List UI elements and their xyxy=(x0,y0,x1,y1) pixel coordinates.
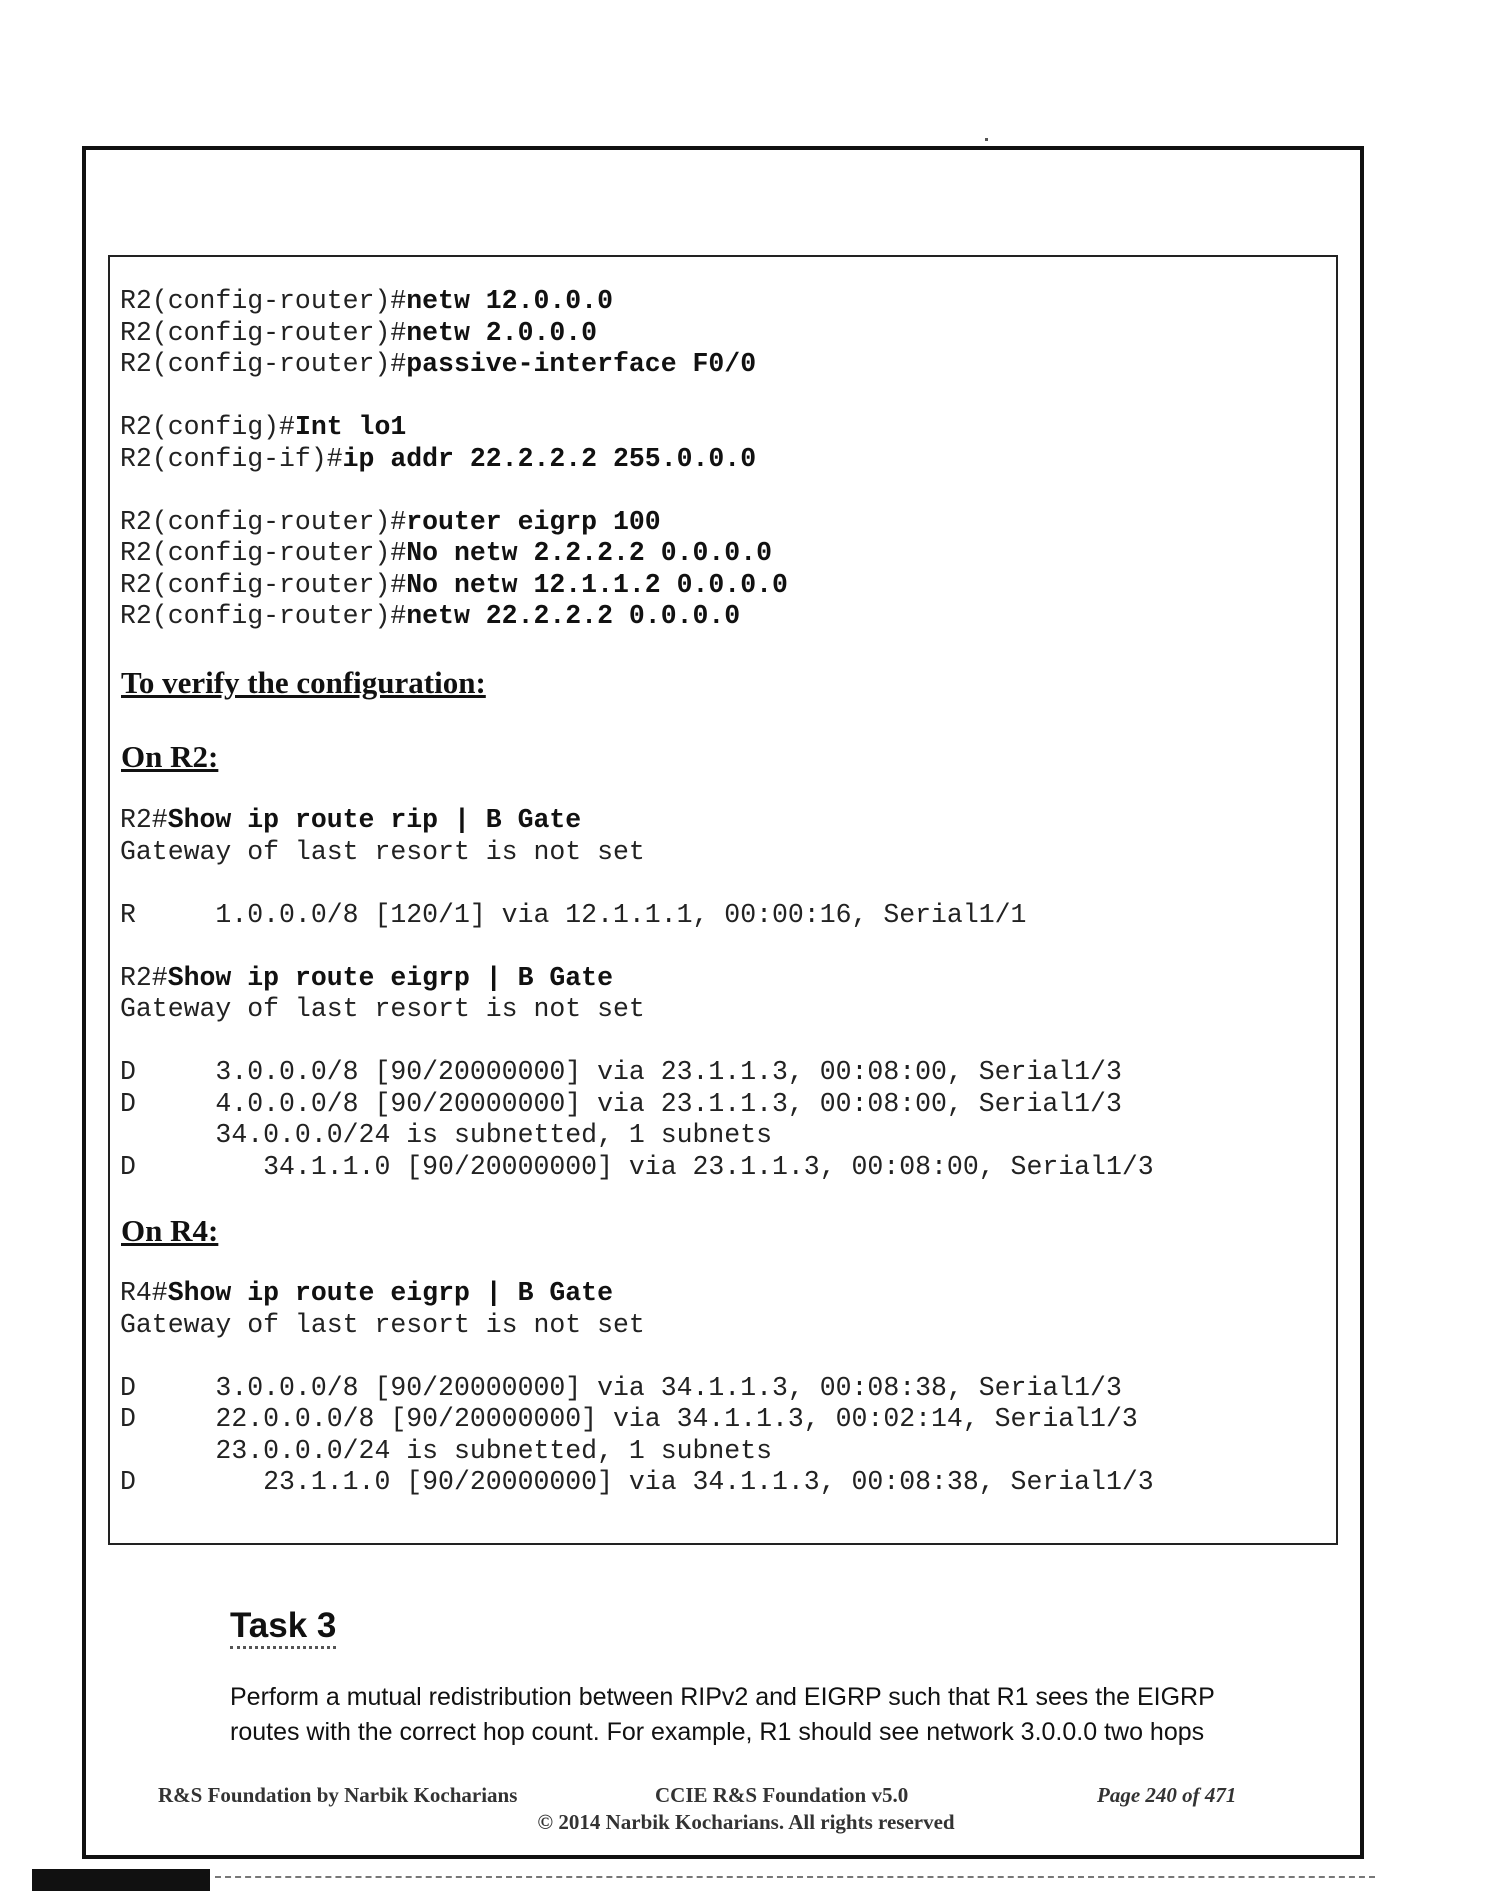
code-line xyxy=(120,1089,1154,1121)
cli-prompt: R2(config-router)# xyxy=(120,538,407,568)
code-line xyxy=(120,318,788,350)
code-line xyxy=(120,868,1154,900)
cli-output: D 4.0.0.0/8 [90/20000000] via 23.1.1.3, 00:08:00, Serial1/3 xyxy=(120,1088,1122,1119)
cli-output: D 3.0.0.0/8 [90/20000000] via 23.1.1.3, 00:08:00, Serial1/3 xyxy=(120,1057,1122,1087)
footer-author: R&S Foundation by Narbik Kocharians xyxy=(158,1783,518,1807)
cli-prompt: R2(config-router)# xyxy=(120,286,407,316)
code-line xyxy=(120,349,788,381)
cli-prompt: R2(config-router)# xyxy=(120,506,407,537)
code-line xyxy=(120,1404,1154,1436)
code-line xyxy=(120,507,788,539)
code-line xyxy=(120,1467,1154,1499)
footer-copyright: © 2014 Narbik Kocharians. All rights reserved xyxy=(537,1810,955,1834)
code-line xyxy=(120,1026,1154,1058)
task-title: Task 3 xyxy=(230,1606,336,1649)
cli-prompt: R2(config-router)# xyxy=(120,349,407,379)
cli-output: 23.0.0.0/24 is subnetted, 1 subnets xyxy=(120,1435,773,1466)
footer-page-number: Page 240 of 471 xyxy=(1097,1783,1237,1807)
footer-course: CCIE R&S Foundation v5.0 xyxy=(655,1783,909,1807)
code-line xyxy=(120,1120,1154,1152)
code-line xyxy=(120,1278,1154,1310)
cli-output: Gateway of last resort is not set xyxy=(120,1309,645,1340)
cli-command: passive-interface F0/0 xyxy=(406,349,757,379)
cli-command: Show ip route eigrp | B Gate xyxy=(167,1278,613,1308)
cli-prompt: R2# xyxy=(120,805,168,835)
code-line xyxy=(120,381,788,413)
r4-route-output xyxy=(120,1278,1154,1499)
cli-command: Show ip route rip | B Gate xyxy=(167,805,582,835)
code-line xyxy=(120,601,788,633)
cli-command: netw 22.2.2.2 0.0.0.0 xyxy=(406,601,741,631)
cli-command: Show ip route eigrp | B Gate xyxy=(167,962,613,993)
cli-command: Int lo1 xyxy=(294,412,407,442)
cli-prompt: R2(config-router)# xyxy=(120,317,407,348)
cli-command: No netw 2.2.2.2 0.0.0.0 xyxy=(406,538,773,568)
code-line xyxy=(120,444,788,476)
cli-prompt: R2(config-router)# xyxy=(120,601,407,631)
cli-output: Gateway of last resort is not set xyxy=(120,836,645,867)
cli-output: Gateway of last resort is not set xyxy=(120,994,645,1024)
on-r2-heading: On R2: xyxy=(121,739,219,774)
on-r4-heading: On R4: xyxy=(121,1213,219,1248)
code-line xyxy=(120,570,788,602)
scan-edge-bar xyxy=(32,1869,210,1891)
cli-command: ip addr 22.2.2.2 255.0.0.0 xyxy=(342,443,757,474)
cli-output: D 3.0.0.0/8 [90/20000000] via 34.1.1.3, 00:08:38, Serial1/3 xyxy=(120,1372,1122,1403)
code-line xyxy=(120,900,1154,932)
code-line xyxy=(120,1310,1154,1342)
cli-output: D 34.1.1.0 [90/20000000] via 23.1.1.3, 00:08:00, Serial1/3 xyxy=(120,1151,1154,1182)
cli-command: router eigrp 100 xyxy=(406,506,661,537)
code-line xyxy=(120,994,1154,1026)
cli-prompt: R4# xyxy=(120,1278,168,1308)
cli-command: netw 12.0.0.0 xyxy=(406,286,613,316)
cli-command: No netw 12.1.1.2 0.0.0.0 xyxy=(406,569,788,600)
cli-output: D 22.0.0.0/8 [90/20000000] via 34.1.1.3, 00:02:14, Serial1/3 xyxy=(120,1404,1138,1434)
code-line xyxy=(120,931,1154,963)
code-line xyxy=(120,1373,1154,1405)
cli-output: R 1.0.0.0/8 [120/1] via 12.1.1.1, 00:00:16, Serial1/1 xyxy=(120,899,1027,930)
code-line xyxy=(120,475,788,507)
code-line xyxy=(120,1152,1154,1184)
scan-edge-dash xyxy=(215,1876,1375,1878)
verify-heading: To verify the configuration: xyxy=(121,665,486,700)
code-line xyxy=(120,837,1154,869)
code-line xyxy=(120,963,1154,995)
task-description: Perform a mutual redistribution between RIPv2 and EIGRP such that R1 sees the EIGRP routes with the correct hop count. For example, R1 should see network 3.0.0.0 two hops xyxy=(230,1683,1215,1746)
cli-prompt: R2(config-router)# xyxy=(120,569,407,600)
cli-prompt: R2(config)# xyxy=(120,412,295,442)
cli-output: 34.0.0.0/24 is subnetted, 1 subnets xyxy=(120,1120,773,1150)
cli-prompt: R2# xyxy=(120,962,168,993)
r2-route-output xyxy=(120,805,1154,1183)
config-commands xyxy=(120,286,788,633)
code-line xyxy=(120,1341,1154,1373)
code-line xyxy=(120,1057,1154,1089)
code-line xyxy=(120,805,1154,837)
cli-prompt: R2(config-if)# xyxy=(120,443,343,474)
cli-command: netw 2.0.0.0 xyxy=(406,317,598,348)
code-line xyxy=(120,538,788,570)
code-line xyxy=(120,286,788,318)
code-line xyxy=(120,412,788,444)
code-line xyxy=(120,1436,1154,1468)
scan-speck xyxy=(985,138,988,141)
cli-output: D 23.1.1.0 [90/20000000] via 34.1.1.3, 00:08:38, Serial1/3 xyxy=(120,1467,1154,1497)
